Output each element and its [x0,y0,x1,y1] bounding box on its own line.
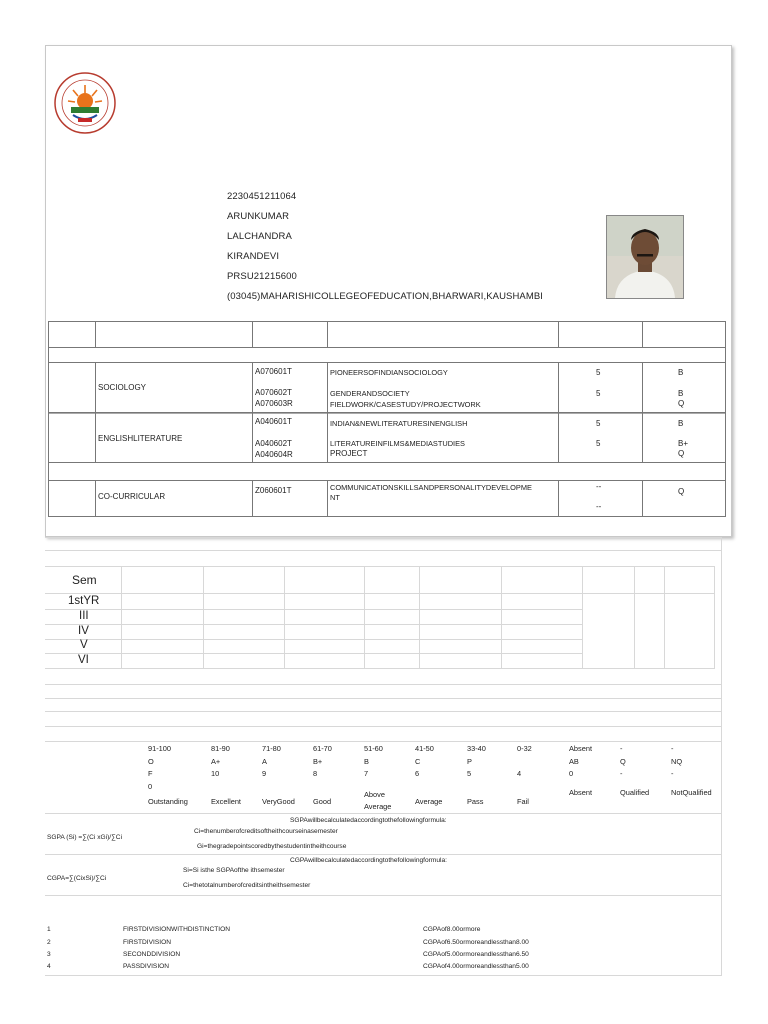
sgpa-ci-definition: Ci=thenumberofcreditsoftheithcourseinasemester [194,828,338,835]
sem-row-label: V [80,639,88,651]
grade-remark: NotQualified [671,788,712,797]
sgpa-intro: SGPAwillbecalculatedaccordingtothefollowingformula: [290,817,447,824]
grade-point: 4 [517,769,522,778]
division-number: 4 [47,963,51,970]
grade-point: 7 [364,769,369,778]
paper-code: A040601T [255,417,292,426]
paper-title: PROJECT [330,449,368,458]
division-name: FIRSTDIVISIONWITHDISTINCTION [123,926,230,933]
grade-point: 0 [569,769,574,778]
paper-title: FIELDWORK/CASESTUDY/PROJECTWORK [330,400,481,409]
grade-range: 81-90 [211,744,230,753]
father-name: LALCHANDRA [227,231,292,242]
subject-name: ENGLISHLITERATURE [98,434,183,443]
grade-remark: Outstanding [148,797,188,806]
enrollment-number: PRSU21215600 [227,271,297,282]
paper-credit: 5 [596,419,601,428]
paper-grade: B [678,419,684,428]
cgpa-intro: CGPAwillbecalculatedaccordingtothefollowingformula: [290,857,447,864]
grade-point: - [620,769,623,778]
division-rule: CGPAof4.00ormoreandlessthan5.00 [423,963,529,970]
grade-point-extra: 0 [148,782,153,791]
paper-title: COMMUNICATIONSKILLSANDPERSONALITYDEVELOPME [330,483,532,492]
grade-letter: P [467,757,472,766]
paper-code: A040604R [255,450,293,459]
grade-range: 33-40 [467,744,486,753]
roll-number: 2230451211064 [227,191,297,202]
grade-point: 6 [415,769,420,778]
division-number: 1 [47,926,51,933]
grade-remark: Average [364,802,392,811]
university-seal-logo [53,71,117,135]
grade-remark: VeryGood [262,797,295,806]
paper-title: PIONEERSOFINDIANSOCIOLOGY [330,368,448,377]
paper-code: A070603R [255,399,293,408]
grade-point: F [148,769,153,778]
grade-remark: Qualified [620,788,650,797]
sem-header: Sem [72,573,97,587]
mother-name: KIRANDEVI [227,251,280,262]
paper-code: A070601T [255,367,292,376]
paper-credit: 5 [596,389,601,398]
sgpa-formula: SGPA (Si) =∑(Ci xGi)/∑Ci [47,834,123,841]
grade-remark: Average [415,797,443,806]
paper-title: LITERATUREINFILMS&MEDIASTUDIES [330,439,465,448]
grade-letter: NQ [671,757,683,766]
grade-range: 0-32 [517,744,532,753]
division-name: FIRSTDIVISION [123,939,171,946]
division-name: PASSDIVISION [123,963,170,970]
paper-grade: B [678,389,684,398]
paper-code: Z060601T [255,486,292,495]
grade-letter: O [148,757,154,766]
sgpa-gi-definition: Gi=thegradepointscoredbythestudentintheithcourse [197,843,347,850]
grade-range: Absent [569,744,593,753]
grade-letter: B [364,757,369,766]
grade-range: 71-80 [262,744,281,753]
division-rule: CGPAof6.50ormoreandlessthan8.00 [423,939,529,946]
sem-row-label: 1stYR [68,595,100,607]
grade-remark: Pass [467,797,484,806]
paper-code: A070602T [255,388,292,397]
grade-point: 9 [262,769,267,778]
grade-letter: A+ [211,757,221,766]
paper-grade: B+ [678,439,689,448]
cgpa-si-definition: Si=Si isthe SGPAofthe ithsemester [183,867,285,874]
grade-letter: A [262,757,267,766]
grade-point: 8 [313,769,318,778]
grade-point: - [671,769,674,778]
sem-row-label: IV [78,625,89,637]
grade-remark: Excellent [211,797,241,806]
paper-title: GENDERANDSOCIETY [330,389,410,398]
division-number: 2 [47,939,51,946]
grade-letter: B+ [313,757,323,766]
grade-range: 91-100 [148,744,172,753]
subject-name: CO-CURRICULAR [98,492,166,501]
grade-remark: Absent [569,788,593,797]
paper-code: A040602T [255,439,292,448]
grade-range: 61-70 [313,744,332,753]
paper-grade: Q [678,399,685,408]
grade-range: 41-50 [415,744,434,753]
subject-name: SOCIOLOGY [98,383,147,392]
paper-credit: -- [596,482,602,491]
cgpa-ci-definition: Ci=thetotalnumberofcreditsintheithsemester [183,882,311,889]
grade-remark: Good [313,797,332,806]
paper-credit: 5 [596,368,601,377]
grade-point: 10 [211,769,220,778]
division-number: 3 [47,951,51,958]
paper-grade: B [678,368,684,377]
paper-credit: -- [596,502,602,511]
paper-grade: Q [678,487,685,496]
paper-title-continued: NT [330,493,340,502]
grade-range: - [671,744,674,753]
sem-row-label: III [79,610,89,622]
paper-grade: Q [678,449,685,458]
division-rule: CGPAof8.00ormore [423,926,481,933]
college-name: (03045)MAHARISHICOLLEGEOFEDUCATION,BHARWARI,KAUSHAMBI [227,291,544,302]
division-name: SECONDDIVISION [123,951,181,958]
grade-remark: Fail [517,797,529,806]
sem-row-label: VI [78,654,89,666]
cgpa-formula: CGPA=∑(CixSi)/∑Ci [47,875,107,882]
paper-credit: 5 [596,439,601,448]
student-photo [606,215,684,299]
grade-letter: C [415,757,421,766]
paper-title: INDIAN&NEWLITERATURESINENGLISH [330,419,468,428]
grade-letter: AB [569,757,579,766]
grade-range: - [620,744,623,753]
student-name: ARUNKUMAR [227,211,290,222]
grade-letter: Q [620,757,626,766]
grade-range: 51-60 [364,744,383,753]
grade-point: 5 [467,769,472,778]
division-rule: CGPAof5.00ormoreandlessthan6.50 [423,951,529,958]
grade-remark: Above [364,790,385,799]
